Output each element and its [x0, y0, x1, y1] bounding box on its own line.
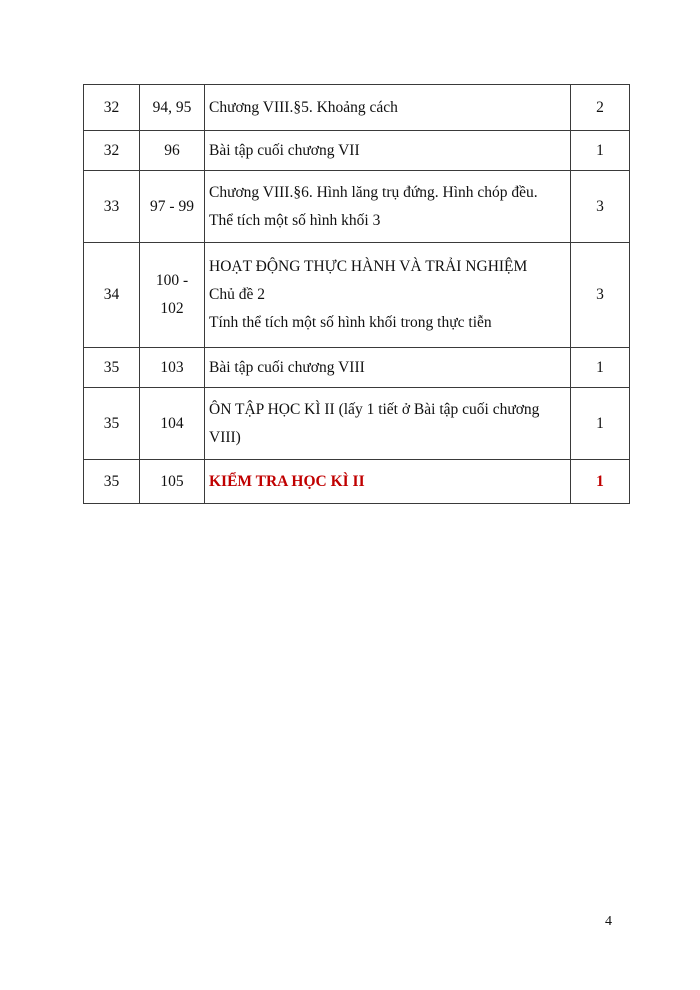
- week-cell: [84, 388, 140, 460]
- period-cell: [140, 348, 205, 388]
- content-line: Tính thể tích một số hình khối trong thực tiễn: [209, 314, 492, 331]
- content-cell: [205, 85, 571, 131]
- week-cell: [84, 348, 140, 388]
- content-line: VIII): [209, 428, 241, 446]
- period-count-cell: [571, 171, 630, 243]
- week-value: 33: [103, 197, 120, 215]
- period-count-cell: [571, 348, 630, 388]
- period-cell: [140, 460, 205, 504]
- period-cell: [140, 388, 205, 460]
- page-number: 4: [605, 914, 612, 929]
- table-row: [84, 85, 630, 131]
- week-cell: [84, 171, 140, 243]
- table-row: [84, 348, 630, 388]
- lesson-plan-table: [83, 84, 630, 504]
- period-value: 105: [160, 472, 184, 490]
- period-count-value: 3: [596, 197, 604, 215]
- week-value: 35: [103, 414, 120, 432]
- period-count-cell: [571, 460, 630, 504]
- period-cell: [140, 243, 205, 348]
- period-count-cell: [571, 388, 630, 460]
- table-row: [84, 388, 630, 460]
- period-value: 96: [164, 141, 180, 159]
- week-value: 35: [103, 472, 120, 490]
- period-count-value: 1: [596, 141, 604, 159]
- content-line: Chủ đề 2: [209, 286, 265, 303]
- content-line: ÔN TẬP HỌC KÌ II (lấy 1 tiết ở Bài tập cuối chương: [209, 400, 540, 418]
- content-line: Chương VIII.§6. Hình lăng trụ đứng. Hình chóp đều.: [209, 183, 538, 201]
- period-count-value: 3: [596, 286, 604, 303]
- content-cell: [205, 388, 571, 460]
- period-count-cell: [571, 131, 630, 171]
- content-line: KIỂM TRA HỌC KÌ II: [209, 472, 365, 490]
- period-value: 102: [160, 300, 184, 317]
- week-value: 34: [103, 286, 120, 303]
- week-cell: [84, 460, 140, 504]
- content-line: Bài tập cuối chương VIII: [209, 358, 365, 376]
- period-cell: [140, 171, 205, 243]
- table-row: [84, 460, 630, 504]
- week-cell: [84, 85, 140, 131]
- period-count-value: 1: [596, 358, 604, 376]
- content-cell: [205, 348, 571, 388]
- content-line: Thể tích một số hình khối 3: [209, 211, 381, 229]
- table-row: [84, 171, 630, 243]
- content-line: Bài tập cuối chương VII: [209, 141, 360, 159]
- period-value: 100 -: [155, 272, 189, 289]
- content-cell: [205, 243, 571, 348]
- table-row: [84, 131, 630, 171]
- period-cell: [140, 85, 205, 131]
- period-value: 104: [160, 414, 184, 432]
- content-cell: [205, 171, 571, 243]
- period-count-cell: [571, 85, 630, 131]
- table-body: [84, 85, 630, 504]
- period-count-value: 2: [596, 98, 604, 116]
- week-value: 35: [103, 358, 120, 376]
- content-line: HOẠT ĐỘNG THỰC HÀNH VÀ TRẢI NGHIỆM: [209, 258, 528, 275]
- table-row: [84, 243, 630, 348]
- period-count-value: 1: [596, 472, 604, 490]
- period-cell: [140, 131, 205, 171]
- content-cell: [205, 460, 571, 504]
- period-value: 103: [160, 358, 184, 376]
- content-cell: [205, 131, 571, 171]
- week-cell: [84, 131, 140, 171]
- period-value: 94, 95: [152, 98, 192, 116]
- week-value: 32: [103, 98, 120, 116]
- week-cell: [84, 243, 140, 348]
- period-count-value: 1: [596, 414, 604, 432]
- week-value: 32: [103, 141, 120, 159]
- period-count-cell: [571, 243, 630, 348]
- content-line: Chương VIII.§5. Khoảng cách: [209, 98, 398, 116]
- period-value: 97 - 99: [150, 197, 194, 215]
